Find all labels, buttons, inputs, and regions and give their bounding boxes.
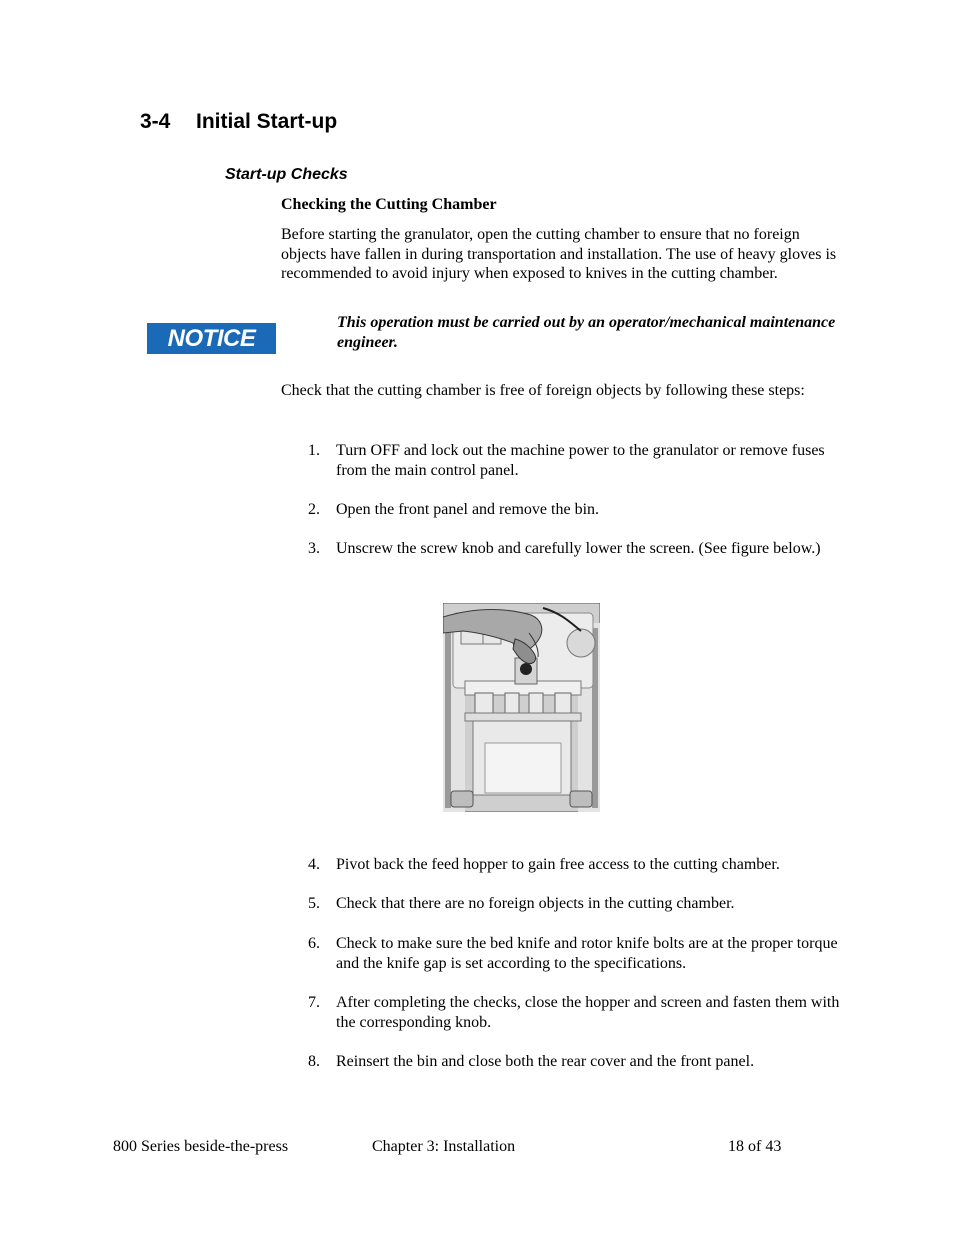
- step-text: After completing the checks, close the hopper and screen and fasten them with the corresponding knob.: [336, 994, 840, 1031]
- step-text: Check that there are no foreign objects in the cutting chamber.: [336, 895, 735, 912]
- step-text: Check to make sure the bed knife and rotor knife bolts are at the proper torque and the knife gap is set according to the specifications.: [336, 935, 838, 972]
- subsubheading: Checking the Cutting Chamber: [281, 196, 497, 213]
- step-text: Reinsert the bin and close both the rear cover and the front panel.: [336, 1053, 755, 1070]
- footer-chapter: Chapter 3: Installation: [372, 1138, 516, 1155]
- list-item: [308, 855, 853, 875]
- list-item: [308, 500, 853, 520]
- notice-badge: [147, 323, 276, 354]
- step-text: Unscrew the screw knob and carefully lower the screen. (See figure below.): [336, 540, 821, 557]
- step-text: Turn OFF and lock out the machine power to the granulator or remove fuses from the main control panel.: [336, 442, 825, 479]
- step-number: 2.: [308, 501, 320, 518]
- section-number: 3-4: [140, 110, 171, 133]
- step-number: 7.: [308, 994, 320, 1011]
- notice-label: NOTICE: [167, 324, 256, 352]
- list-item: [308, 934, 853, 973]
- step-text: Pivot back the feed hopper to gain free access to the cutting chamber.: [336, 856, 780, 873]
- step-number: 3.: [308, 540, 320, 557]
- footer-page-number: 18 of 43: [728, 1138, 782, 1155]
- subheading: Start-up Checks: [225, 166, 348, 183]
- section-heading: [140, 110, 337, 134]
- screen-lowering-photo: [443, 603, 600, 812]
- notice-message: This operation must be carried out by an operator/mechanical maintenance engineer.: [337, 314, 836, 351]
- step-number: 6.: [308, 935, 320, 952]
- step-text: Open the front panel and remove the bin.: [336, 501, 600, 518]
- granulator-figure-illustration: [443, 603, 600, 812]
- footer-product: 800 Series beside-the-press: [113, 1138, 289, 1155]
- step-number: 4.: [308, 856, 320, 873]
- step-number: 5.: [308, 895, 320, 912]
- list-item: [308, 894, 853, 914]
- section-title: Initial Start-up: [196, 110, 338, 133]
- list-item: [308, 539, 853, 559]
- list-item: [308, 1052, 853, 1072]
- check-intro-paragraph: Check that the cutting chamber is free of foreign objects by following these steps:: [281, 382, 805, 399]
- step-number: 8.: [308, 1053, 320, 1070]
- step-number: 1.: [308, 442, 320, 459]
- list-item: [308, 441, 853, 480]
- list-item: [308, 993, 853, 1032]
- intro-paragraph: Before starting the granulator, open the cutting chamber to ensure that no foreign objects have fallen in during transportation and installation. The use of heavy gloves is recommended to avoid injury when exposed to knives in the cutting chamber.: [281, 226, 837, 283]
